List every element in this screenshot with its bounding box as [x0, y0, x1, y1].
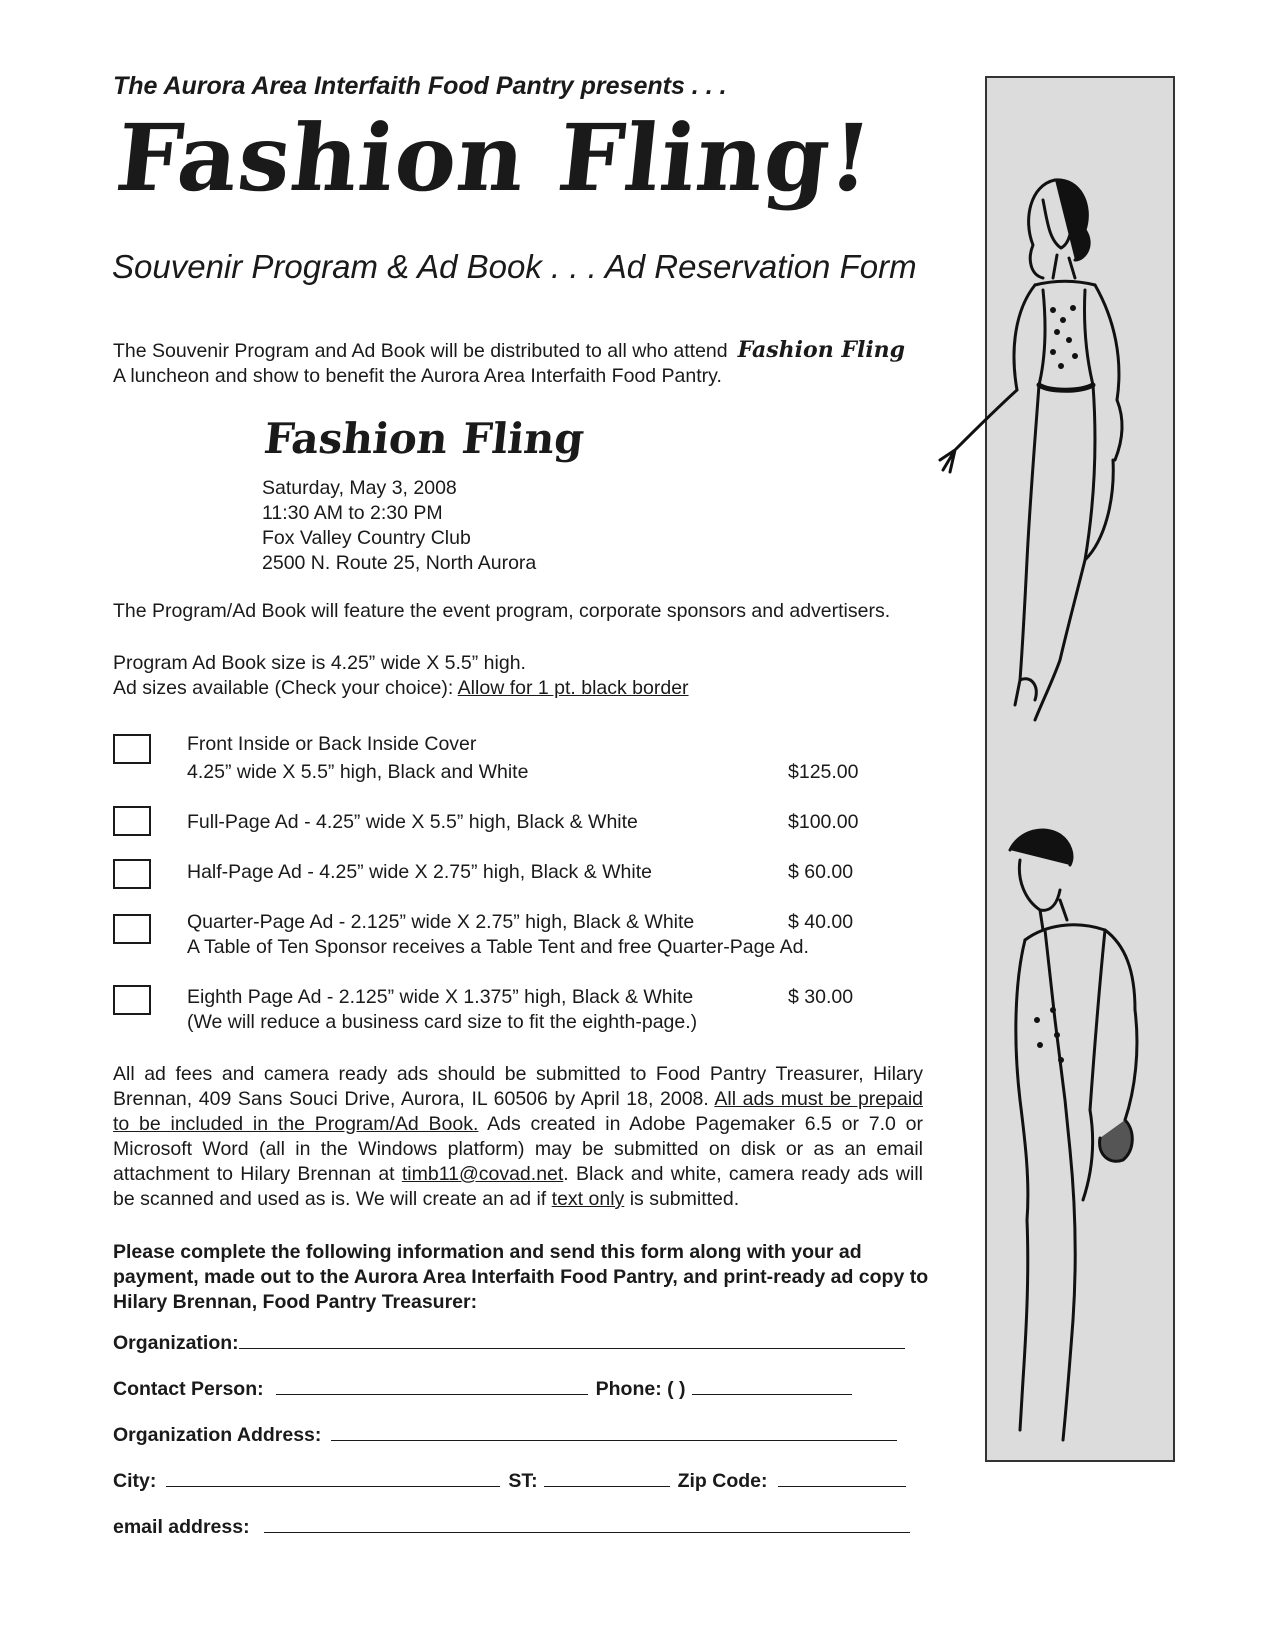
- option-full-page-price: $100.00: [788, 811, 859, 833]
- prepaid-notice: All ads must be prepaid to be included in the Program/Ad Book.: [113, 1088, 924, 1135]
- phone-label: Phone: ( ): [595, 1378, 686, 1400]
- event-venue: Fox Valley Country Club: [262, 527, 471, 549]
- submission-part-2: Ads created in Adobe Pagemaker 6.5 or 7.0 or Microsoft Word (all in the Windows platform) may be submitted on disk or as an email attachment to Hilary Brennan at: [113, 1113, 923, 1185]
- book-size: Program Ad Book size is 4.25” wide X 5.5” high.: [113, 652, 526, 674]
- option-half-page-line: Half-Page Ad - 4.25” wide X 2.75” high, Black & White: [187, 861, 652, 883]
- option-cover-line-2: 4.25” wide X 5.5” high, Black and White: [187, 761, 529, 783]
- event-title: Fashion Fling: [261, 414, 587, 463]
- org-address-row: [113, 1420, 905, 1447]
- intro-line-2: A luncheon and show to benefit the Aurora Area Interfaith Food Pantry.: [113, 365, 722, 387]
- event-time: 11:30 AM to 2:30 PM: [262, 502, 443, 524]
- text-only-note: text only: [551, 1188, 625, 1210]
- option-cover-price: $125.00: [788, 761, 859, 783]
- email-row: [113, 1512, 918, 1539]
- org-address-field[interactable]: [331, 1420, 897, 1441]
- email-link[interactable]: timb11@covad.net: [401, 1163, 564, 1185]
- instructions-text: Please complete the following information and send this form along with your ad payment, made out to the Aurora Area Interfaith Food Pantry, and print-ready ad copy to Hilary Brennan, Food Pantry Treasurer:: [113, 1241, 929, 1313]
- state-label: ST:: [508, 1470, 538, 1492]
- border-note: Allow for 1 pt. black border: [457, 677, 689, 699]
- option-half-page-price: $ 60.00: [788, 861, 854, 883]
- submission-part-4: is submitted.: [624, 1188, 740, 1210]
- option-cover-line-1: Front Inside or Back Inside Cover: [187, 733, 477, 755]
- option-eighth-page-line-1: Eighth Page Ad - 2.125” wide X 1.375” high, Black & White: [187, 986, 694, 1008]
- organization-label: Organization:: [113, 1332, 239, 1354]
- contact-row: [113, 1374, 860, 1401]
- checkbox-eighth-page-ad[interactable]: [113, 985, 151, 1015]
- checkbox-half-page-ad[interactable]: [113, 859, 151, 889]
- email-field[interactable]: [264, 1512, 910, 1533]
- option-quarter-page-line-2: A Table of Ten Sponsor receives a Table Tent and free Quarter-Page Ad.: [187, 936, 809, 958]
- option-eighth-page-price: $ 30.00: [788, 986, 854, 1008]
- submission-paragraph: [113, 1062, 923, 1212]
- ad-sizes-info: [113, 651, 689, 701]
- city-label: City:: [113, 1470, 157, 1492]
- presenter-line: The Aurora Area Interfaith Food Pantry presents . . .: [113, 72, 727, 100]
- email-label: email address:: [113, 1516, 250, 1538]
- event-address: 2500 N. Route 25, North Aurora: [262, 552, 537, 574]
- state-field[interactable]: [544, 1466, 670, 1487]
- option-full-page-line: Full-Page Ad - 4.25” wide X 5.5” high, Black & White: [187, 811, 638, 833]
- option-eighth-page-line-2: (We will reduce a business card size to fit the eighth-page.): [187, 1011, 698, 1033]
- option-quarter-page-line-1: Quarter-Page Ad - 2.125” wide X 2.75” high, Black & White: [187, 911, 695, 933]
- phone-field[interactable]: [692, 1374, 852, 1395]
- contact-field[interactable]: [276, 1374, 588, 1395]
- brand-title: Fashion Fling!: [111, 104, 878, 212]
- org-address-label: Organization Address:: [113, 1424, 322, 1446]
- sizes-available: Ad sizes available (Check your choice):: [113, 677, 454, 699]
- organization-row: [113, 1328, 913, 1355]
- city-field[interactable]: [166, 1466, 500, 1487]
- contact-label: Contact Person:: [113, 1378, 264, 1400]
- city-row: [113, 1466, 914, 1493]
- option-quarter-page-price: $ 40.00: [788, 911, 854, 933]
- intro-brand: Fashion Fling: [737, 337, 906, 363]
- event-date: Saturday, May 3, 2008: [262, 477, 457, 499]
- intro-line-1: The Souvenir Program and Ad Book will be distributed to all who attend: [113, 340, 728, 362]
- feature-text: The Program/Ad Book will feature the event program, corporate sponsors and advertisers.: [113, 600, 891, 622]
- zip-field[interactable]: [778, 1466, 906, 1487]
- form-subtitle: Souvenir Program & Ad Book . . . Ad Reservation Form: [112, 248, 917, 285]
- intro-paragraph: [113, 338, 953, 389]
- submission-part-3: . Black and white, camera ready ads will be scanned and used as is. We will create an ad if: [113, 1163, 923, 1210]
- checkbox-quarter-page-ad[interactable]: [113, 914, 151, 944]
- man-figure-illustration: [985, 820, 1175, 1460]
- woman-figure-illustration: [935, 160, 1175, 730]
- checkbox-full-page-ad[interactable]: [113, 806, 151, 836]
- submission-part-1: All ad fees and camera ready ads should be submitted to Food Pantry Treasurer, Hilary Brennan, 409 Sans Souci Drive, Aurora, IL 60506 by April 18, 2008.: [113, 1063, 923, 1110]
- event-details: [262, 476, 536, 576]
- zip-label: Zip Code:: [677, 1470, 768, 1492]
- checkbox-cover-ad[interactable]: [113, 734, 151, 764]
- organization-field[interactable]: [239, 1328, 905, 1349]
